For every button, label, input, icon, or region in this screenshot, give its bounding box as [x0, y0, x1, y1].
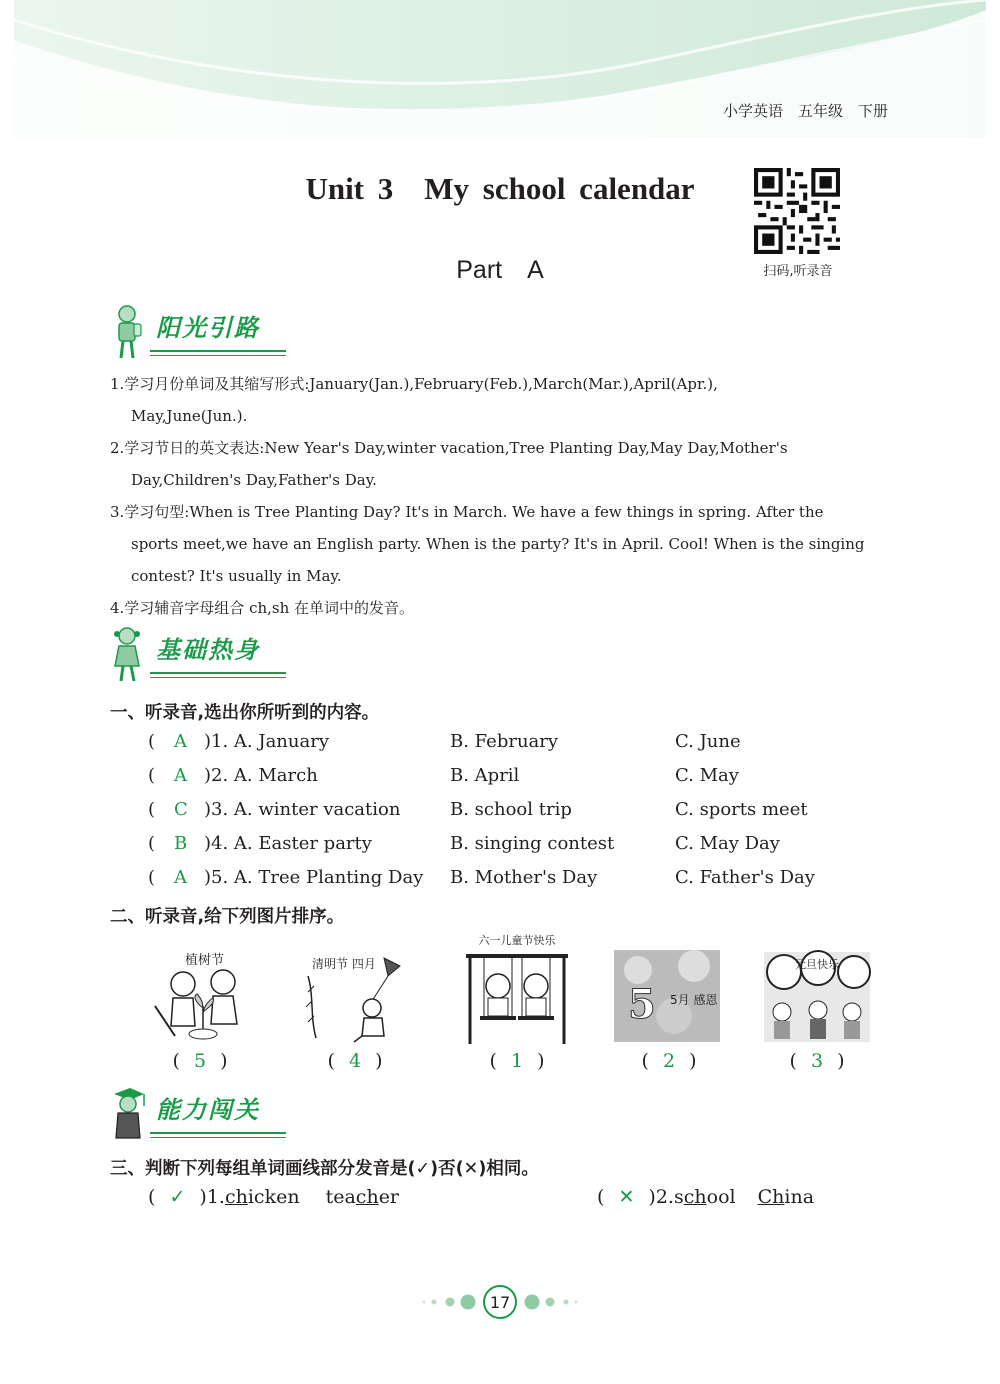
picture-answer[interactable]: ( 4 ): [327, 1050, 383, 1072]
picture-answer[interactable]: ( 2 ): [641, 1050, 697, 1072]
picture-answer[interactable]: ( 1 ): [489, 1050, 545, 1072]
answer-slot[interactable]: B: [174, 833, 188, 854]
svg-text:5: 5: [628, 981, 656, 1028]
page-number-badge: [420, 1282, 580, 1322]
section-heading-sunshine: [110, 304, 310, 364]
mc-question-row: ( A )2. A. March B. April C. May: [148, 765, 739, 786]
goal-item-2: 2.学习节日的英文表达:New Year's Day,winter vacation,Tree Planting Day,May Day,Mother's Day,Children's Day,Father's Day.: [110, 439, 788, 489]
picture-caption: 清明节 四月: [312, 957, 376, 971]
question-2-heading: 二、听录音,给下列图片排序。: [110, 907, 345, 927]
judge-mark[interactable]: ✕: [618, 1186, 635, 1208]
graduate-figure-icon: [110, 1086, 146, 1144]
question-3-heading: 三、判断下列每组单词画线部分发音是(✓)否(✕)相同。: [110, 1159, 539, 1179]
picture-caption: 元旦快乐: [795, 958, 839, 971]
student-figure-icon: [110, 304, 146, 362]
question-1-heading: 一、听录音,选出你所听到的内容。: [110, 703, 380, 723]
childrens-day-picture: [462, 934, 572, 1046]
picture-answer[interactable]: ( 3 ): [789, 1050, 845, 1072]
section-title: 基础热身: [156, 636, 260, 664]
goal-item-4: 4.学习辅音字母组合 ch,sh 在单词中的发音。: [110, 599, 415, 617]
page-number: 17: [489, 1293, 511, 1312]
section-title: 能力闯关: [156, 1096, 260, 1124]
section-underline: [150, 350, 286, 356]
qr-code-icon[interactable]: [754, 168, 840, 254]
mc-question-row: ( A )1. A. January B. February C. June: [148, 731, 741, 752]
mc-question-row: ( A )5. A. Tree Planting Day B. Mother's Day C. Father's Day: [148, 867, 815, 888]
judge-mark[interactable]: ✓: [169, 1186, 186, 1208]
grade-label: 小学英语 五年级 下册: [722, 102, 888, 120]
answer-slot[interactable]: A: [174, 867, 187, 888]
section-underline: [150, 1132, 286, 1138]
picture-caption: 六一儿童节快乐: [478, 934, 556, 947]
qingming-picture: [300, 946, 410, 1046]
judge-item-2: ( ✕ )2.school China: [597, 1186, 815, 1208]
mc-question-row: ( C )3. A. winter vacation B. school trip C. sports meet: [148, 799, 808, 820]
section-title: 阳光引路: [156, 314, 260, 342]
section-heading-warmup: [110, 626, 310, 686]
judge-item-1: ( ✓ )1.chicken teacher: [148, 1186, 400, 1208]
section-heading-challenge: [110, 1086, 310, 1146]
answer-slot[interactable]: C: [174, 799, 188, 820]
mothers-day-picture: [614, 946, 724, 1046]
answer-slot[interactable]: A: [174, 765, 187, 786]
picture-caption: 植树节: [185, 953, 225, 968]
goal-item-1: 1.学习月份单词及其缩写形式:January(Jan.),February(Feb.),March(Mar.),April(Apr.), May,June(Jun.).: [110, 375, 718, 425]
girl-figure-icon: [110, 626, 146, 684]
qr-caption: 扫码,听录音: [763, 264, 833, 279]
mc-question-row: ( B )4. A. Easter party B. singing contest C. May Day: [148, 833, 780, 854]
picture-answer[interactable]: ( 5 ): [172, 1050, 228, 1072]
answer-slot[interactable]: A: [174, 731, 187, 752]
new-year-picture: [762, 946, 872, 1046]
tree-planting-picture: [145, 946, 255, 1046]
page-title: Unit 3 My school calendar: [305, 171, 695, 206]
goal-item-3: 3.学习句型:When is Tree Planting Day? It's in March. We have a few things in spring. After the sports meet,we have an English party. When is the party? It's in April. Cool! When is the singing contest? It's usually in May.: [110, 503, 865, 585]
picture-caption: 5月 感恩: [670, 993, 718, 1007]
part-subtitle: Part A: [456, 256, 544, 284]
section-underline: [150, 672, 286, 678]
